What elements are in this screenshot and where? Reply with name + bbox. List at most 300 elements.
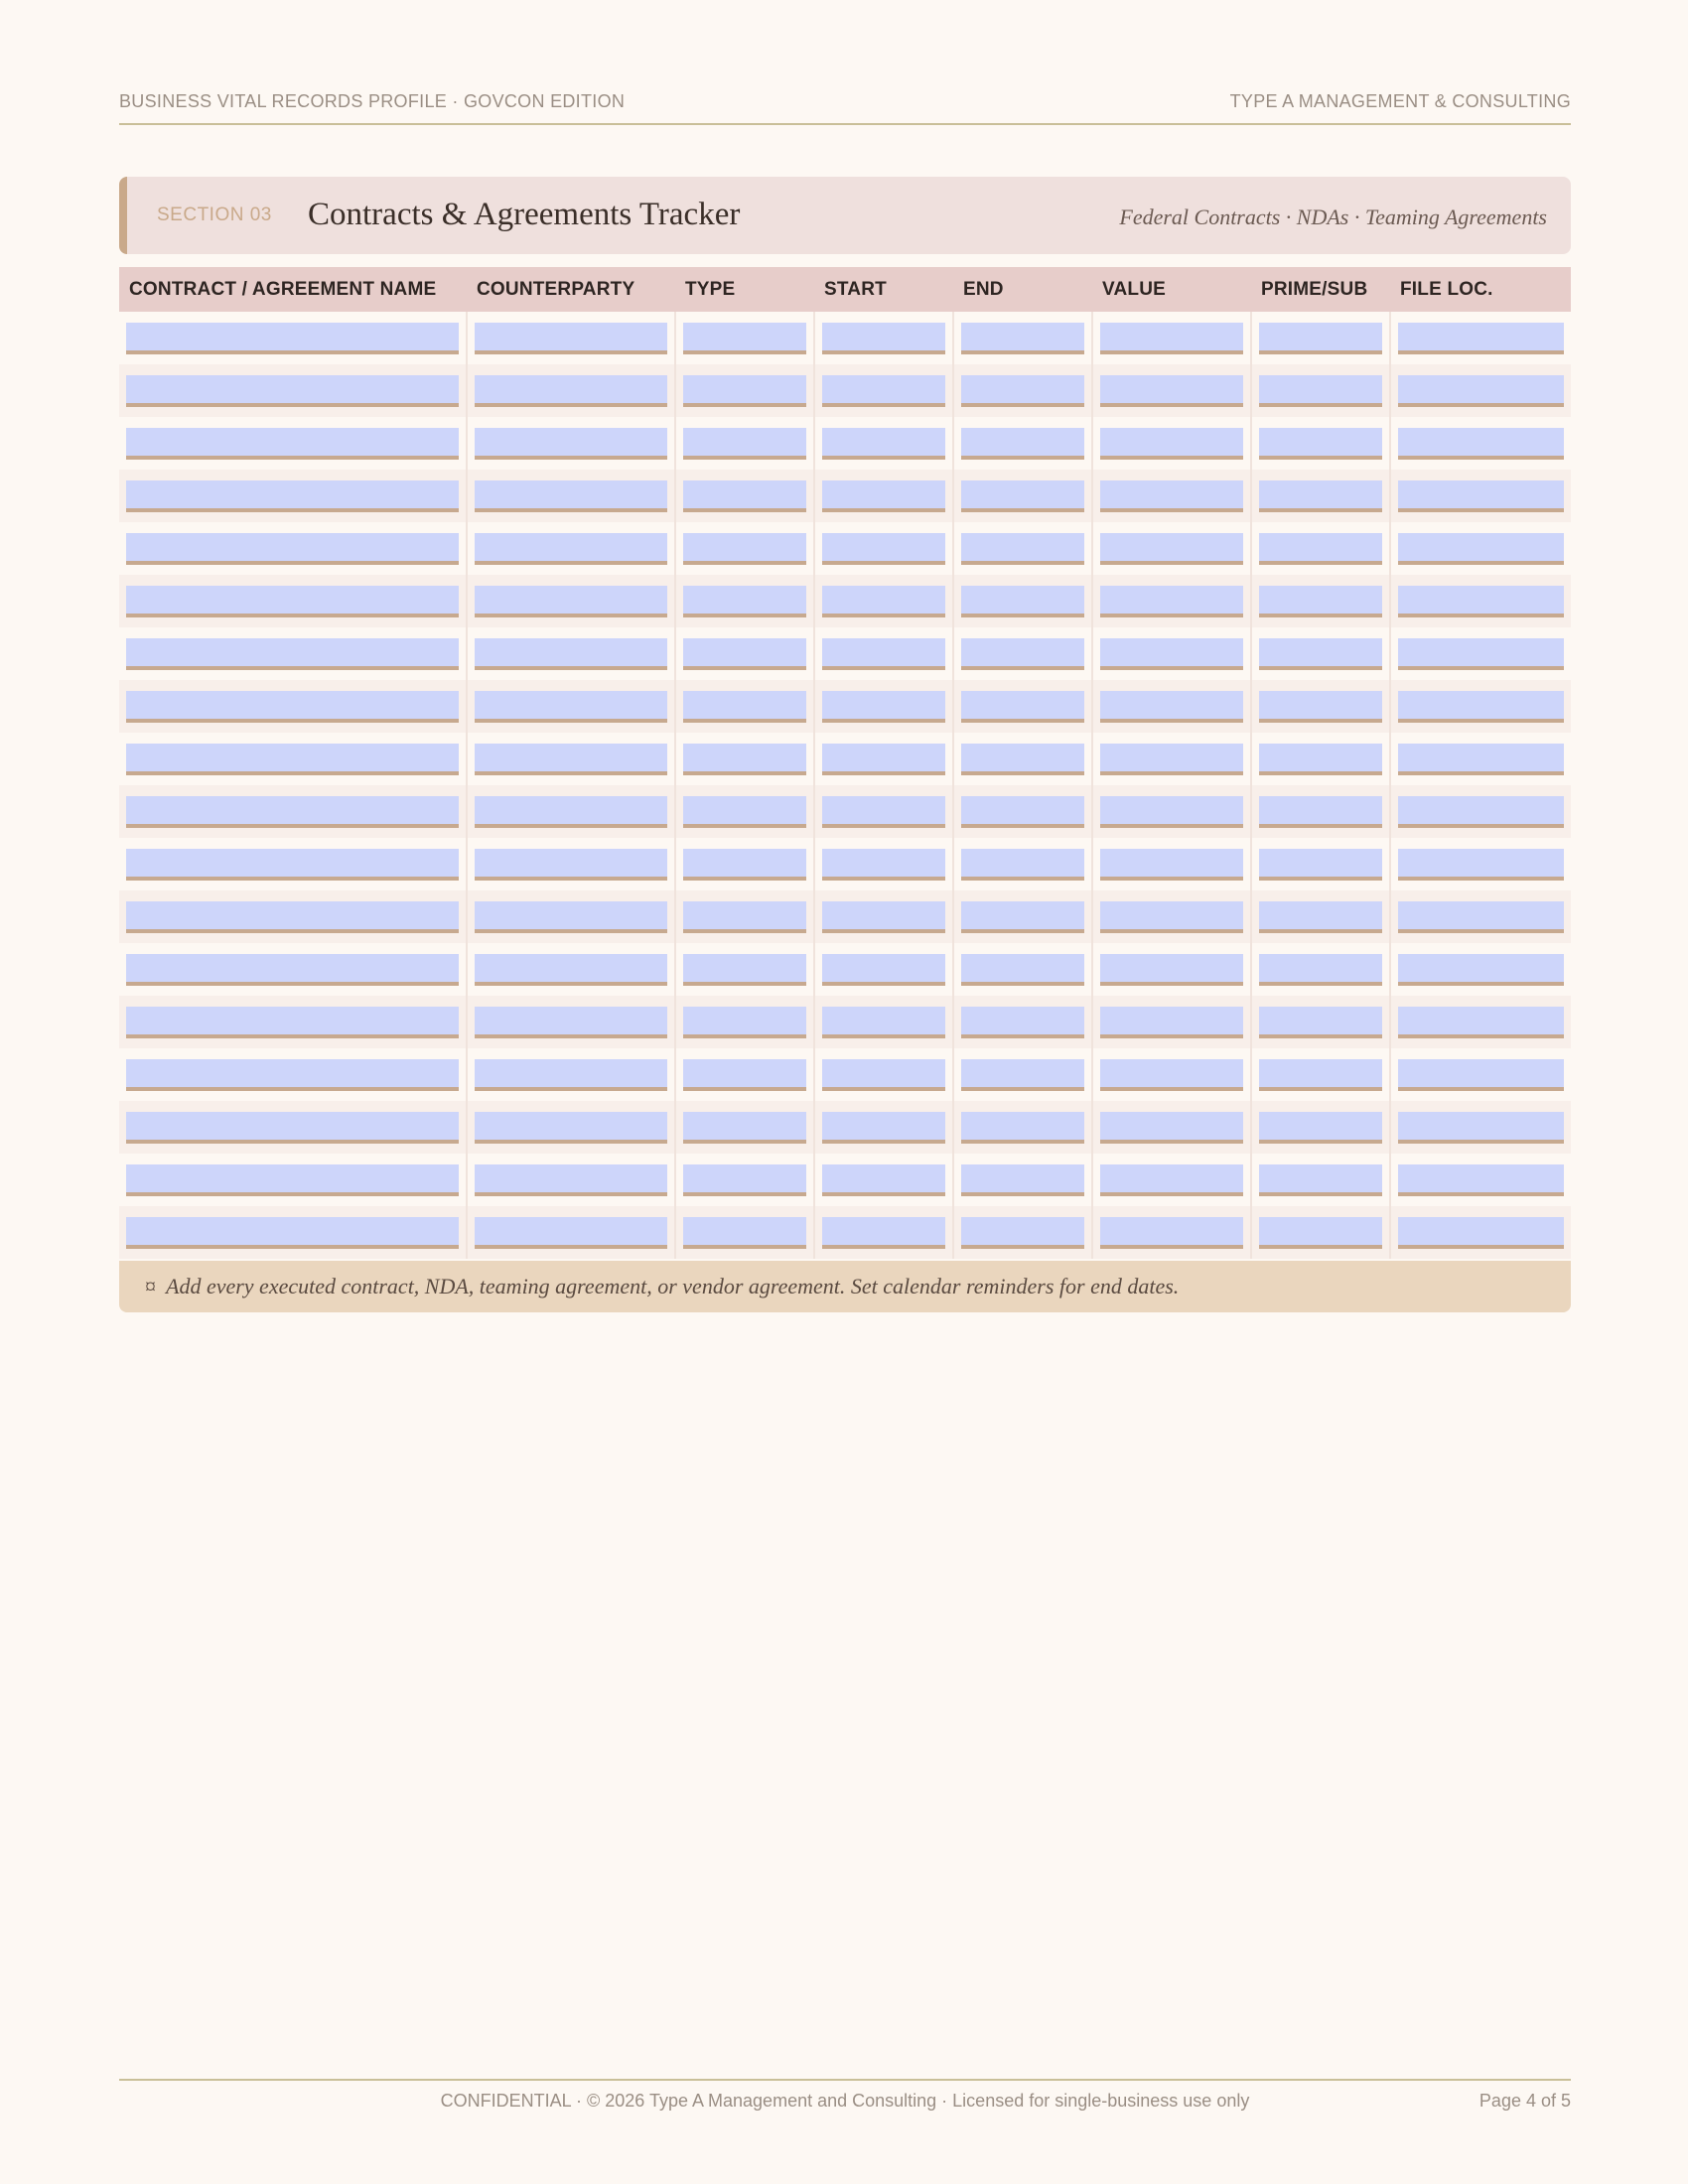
- table-cell: [1092, 1048, 1251, 1101]
- prime-sub-field[interactable]: [1259, 1217, 1382, 1249]
- table-cell: [467, 1154, 675, 1206]
- start-date-field[interactable]: [822, 586, 945, 617]
- table-cell: [675, 1154, 814, 1206]
- end-date-field[interactable]: [961, 1007, 1084, 1038]
- table-cell: [1092, 1206, 1251, 1259]
- name-field[interactable]: [126, 744, 459, 775]
- table-cell: [675, 890, 814, 943]
- type-field[interactable]: [683, 1164, 806, 1196]
- file-location-field[interactable]: [1398, 901, 1564, 933]
- prime-sub-field[interactable]: [1259, 428, 1382, 460]
- table-cell: [1251, 680, 1390, 733]
- counterparty-field[interactable]: [475, 1007, 667, 1038]
- value-field[interactable]: [1100, 533, 1243, 565]
- column-header-value: VALUE: [1092, 267, 1251, 312]
- section-subtitle: Federal Contracts · NDAs · Teaming Agreements: [1119, 205, 1547, 229]
- table-row: [119, 575, 1571, 627]
- table-row: [119, 1206, 1571, 1259]
- table-cell: [1092, 312, 1251, 364]
- table-cell: [467, 838, 675, 890]
- table-cell: [814, 575, 953, 627]
- table-cell: [1092, 575, 1251, 627]
- value-field[interactable]: [1100, 691, 1243, 723]
- table-cell: [814, 312, 953, 364]
- table-cell: [1251, 1101, 1390, 1154]
- table-cell: [467, 470, 675, 522]
- table-cell: [1092, 838, 1251, 890]
- name-field[interactable]: [126, 586, 459, 617]
- table-cell: [1390, 1206, 1571, 1259]
- end-date-field[interactable]: [961, 849, 1084, 881]
- table-cell: [1251, 943, 1390, 996]
- table-cell: [1251, 575, 1390, 627]
- table-cell: [814, 1048, 953, 1101]
- table-cell: [953, 627, 1092, 680]
- prime-sub-field[interactable]: [1259, 796, 1382, 828]
- table-cell: [467, 785, 675, 838]
- table-cell: [1390, 1101, 1571, 1154]
- table-row: [119, 890, 1571, 943]
- table-cell: [814, 1206, 953, 1259]
- table-cell: [119, 838, 467, 890]
- prime-sub-field[interactable]: [1259, 1007, 1382, 1038]
- prime-sub-field[interactable]: [1259, 744, 1382, 775]
- table-cell: [467, 417, 675, 470]
- counterparty-field[interactable]: [475, 954, 667, 986]
- type-field[interactable]: [683, 428, 806, 460]
- page-number: Page 4 of 5: [1478, 2091, 1571, 2111]
- table-cell: [467, 575, 675, 627]
- page-footer: [119, 2079, 1571, 2120]
- type-field[interactable]: [683, 954, 806, 986]
- table-cell: [1390, 890, 1571, 943]
- value-field[interactable]: [1100, 638, 1243, 670]
- table-cell: [1251, 470, 1390, 522]
- start-date-field[interactable]: [822, 1007, 945, 1038]
- footer-copyright: CONFIDENTIAL · © 2026 Type A Management and Consulting · Licensed for single-business use only: [440, 2091, 1250, 2111]
- type-field[interactable]: [683, 691, 806, 723]
- start-date-field[interactable]: [822, 796, 945, 828]
- table-row: [119, 417, 1571, 470]
- prime-sub-field[interactable]: [1259, 901, 1382, 933]
- contracts-table: [119, 267, 1571, 1259]
- value-field[interactable]: [1100, 586, 1243, 617]
- counterparty-field[interactable]: [475, 1112, 667, 1144]
- table-cell: [1251, 1154, 1390, 1206]
- prime-sub-field[interactable]: [1259, 586, 1382, 617]
- prime-sub-field[interactable]: [1259, 691, 1382, 723]
- name-field[interactable]: [126, 796, 459, 828]
- table-cell: [467, 1048, 675, 1101]
- end-date-field[interactable]: [961, 1164, 1084, 1196]
- type-field[interactable]: [683, 1059, 806, 1091]
- file-location-field[interactable]: [1398, 1217, 1564, 1249]
- start-date-field[interactable]: [822, 1164, 945, 1196]
- page-header: [119, 87, 1571, 125]
- table-cell: [953, 1101, 1092, 1154]
- table-cell: [1251, 733, 1390, 785]
- type-field[interactable]: [683, 638, 806, 670]
- value-field[interactable]: [1100, 849, 1243, 881]
- table-row: [119, 785, 1571, 838]
- table-cell: [1092, 733, 1251, 785]
- start-date-field[interactable]: [822, 323, 945, 354]
- table-cell: [1251, 417, 1390, 470]
- counterparty-field[interactable]: [475, 1164, 667, 1196]
- end-date-field[interactable]: [961, 901, 1084, 933]
- table-cell: [814, 522, 953, 575]
- table-cell: [1251, 1048, 1390, 1101]
- note-text: Add every executed contract, NDA, teaming agreement, or vendor agreement. Set calendar reminders for end dates.: [166, 1274, 1180, 1298]
- end-date-field[interactable]: [961, 1059, 1084, 1091]
- file-location-field[interactable]: [1398, 744, 1564, 775]
- value-field[interactable]: [1100, 744, 1243, 775]
- name-field[interactable]: [126, 954, 459, 986]
- table-cell: [1251, 996, 1390, 1048]
- type-field[interactable]: [683, 586, 806, 617]
- table-cell: [814, 627, 953, 680]
- file-location-field[interactable]: [1398, 428, 1564, 460]
- table-cell: [953, 522, 1092, 575]
- table-cell: [814, 417, 953, 470]
- end-date-field[interactable]: [961, 533, 1084, 565]
- value-field[interactable]: [1100, 1164, 1243, 1196]
- column-header-prime-sub: PRIME/SUB: [1251, 267, 1390, 312]
- value-field[interactable]: [1100, 1217, 1243, 1249]
- start-date-field[interactable]: [822, 849, 945, 881]
- table-cell: [1251, 522, 1390, 575]
- file-location-field[interactable]: [1398, 1112, 1564, 1144]
- table-row: [119, 1154, 1571, 1206]
- table-cell: [119, 364, 467, 417]
- table-cell: [119, 733, 467, 785]
- type-field[interactable]: [683, 901, 806, 933]
- type-field[interactable]: [683, 1217, 806, 1249]
- end-date-field[interactable]: [961, 586, 1084, 617]
- table-cell: [675, 1048, 814, 1101]
- counterparty-field[interactable]: [475, 480, 667, 512]
- end-date-field[interactable]: [961, 1217, 1084, 1249]
- end-date-field[interactable]: [961, 796, 1084, 828]
- table-cell: [119, 627, 467, 680]
- prime-sub-field[interactable]: [1259, 849, 1382, 881]
- type-field[interactable]: [683, 744, 806, 775]
- file-location-field[interactable]: [1398, 533, 1564, 565]
- table-cell: [119, 417, 467, 470]
- type-field[interactable]: [683, 533, 806, 565]
- value-field[interactable]: [1100, 796, 1243, 828]
- name-field[interactable]: [126, 638, 459, 670]
- table-row: [119, 522, 1571, 575]
- table-cell: [953, 364, 1092, 417]
- table-cell: [814, 1154, 953, 1206]
- prime-sub-field[interactable]: [1259, 533, 1382, 565]
- header-company-name: TYPE A MANAGEMENT & CONSULTING: [1229, 91, 1571, 111]
- table-cell: [119, 943, 467, 996]
- table-cell: [814, 470, 953, 522]
- type-field[interactable]: [683, 375, 806, 407]
- table-cell: [1390, 733, 1571, 785]
- section-title: Contracts & Agreements Tracker: [308, 197, 741, 232]
- table-row: [119, 733, 1571, 785]
- table-body: [119, 312, 1571, 1259]
- prime-sub-field[interactable]: [1259, 480, 1382, 512]
- file-location-field[interactable]: [1398, 480, 1564, 512]
- value-field[interactable]: [1100, 1059, 1243, 1091]
- table-cell: [1092, 996, 1251, 1048]
- name-field[interactable]: [126, 1007, 459, 1038]
- header-document-title: BUSINESS VITAL RECORDS PROFILE · GOVCON EDITION: [119, 91, 626, 111]
- table-cell: [467, 1101, 675, 1154]
- start-date-field[interactable]: [822, 744, 945, 775]
- column-header-counterparty: COUNTERPARTY: [467, 267, 675, 312]
- table-cell: [1390, 1048, 1571, 1101]
- prime-sub-field[interactable]: [1259, 638, 1382, 670]
- name-field[interactable]: [126, 375, 459, 407]
- table-cell: [1390, 364, 1571, 417]
- table-cell: [1390, 785, 1571, 838]
- table-cell: [119, 575, 467, 627]
- table-cell: [953, 1154, 1092, 1206]
- end-date-field[interactable]: [961, 375, 1084, 407]
- value-field[interactable]: [1100, 901, 1243, 933]
- table-cell: [467, 996, 675, 1048]
- table-cell: [1251, 1206, 1390, 1259]
- table-cell: [467, 680, 675, 733]
- name-field[interactable]: [126, 533, 459, 565]
- start-date-field[interactable]: [822, 901, 945, 933]
- start-date-field[interactable]: [822, 428, 945, 460]
- table-cell: [1251, 890, 1390, 943]
- table-cell: [814, 785, 953, 838]
- name-field[interactable]: [126, 428, 459, 460]
- end-date-field[interactable]: [961, 323, 1084, 354]
- table-cell: [1092, 522, 1251, 575]
- value-field[interactable]: [1100, 1112, 1243, 1144]
- prime-sub-field[interactable]: [1259, 1112, 1382, 1144]
- counterparty-field[interactable]: [475, 323, 667, 354]
- table-cell: [1390, 1154, 1571, 1206]
- prime-sub-field[interactable]: [1259, 375, 1382, 407]
- table-row: [119, 1048, 1571, 1101]
- table-cell: [675, 575, 814, 627]
- name-field[interactable]: [126, 849, 459, 881]
- start-date-field[interactable]: [822, 638, 945, 670]
- type-field[interactable]: [683, 796, 806, 828]
- name-field[interactable]: [126, 1112, 459, 1144]
- table-cell: [953, 1048, 1092, 1101]
- table-cell: [675, 733, 814, 785]
- type-field[interactable]: [683, 1112, 806, 1144]
- section-label: SECTION 03: [157, 205, 272, 225]
- table-cell: [1390, 522, 1571, 575]
- column-header-start: START: [814, 267, 953, 312]
- table-cell: [953, 838, 1092, 890]
- table-cell: [119, 470, 467, 522]
- table-cell: [467, 522, 675, 575]
- counterparty-field[interactable]: [475, 638, 667, 670]
- start-date-field[interactable]: [822, 954, 945, 986]
- counterparty-field[interactable]: [475, 1059, 667, 1091]
- table-row: [119, 996, 1571, 1048]
- prime-sub-field[interactable]: [1259, 1059, 1382, 1091]
- table-cell: [119, 1048, 467, 1101]
- table-cell: [953, 1206, 1092, 1259]
- name-field[interactable]: [126, 323, 459, 354]
- column-header-file-location: FILE LOC.: [1390, 267, 1571, 312]
- table-row: [119, 312, 1571, 364]
- table-cell: [1092, 364, 1251, 417]
- name-field[interactable]: [126, 901, 459, 933]
- end-date-field[interactable]: [961, 428, 1084, 460]
- column-header-name: CONTRACT / AGREEMENT NAME: [119, 267, 467, 312]
- table-cell: [1390, 627, 1571, 680]
- start-date-field[interactable]: [822, 1217, 945, 1249]
- table-cell: [675, 943, 814, 996]
- start-date-field[interactable]: [822, 375, 945, 407]
- table-cell: [675, 838, 814, 890]
- table-cell: [467, 627, 675, 680]
- table-cell: [953, 890, 1092, 943]
- table-cell: [675, 1101, 814, 1154]
- instruction-note: [119, 1261, 1571, 1312]
- table-cell: [675, 785, 814, 838]
- name-field[interactable]: [126, 1217, 459, 1249]
- table-cell: [467, 364, 675, 417]
- table-cell: [675, 1206, 814, 1259]
- file-location-field[interactable]: [1398, 1007, 1564, 1038]
- counterparty-field[interactable]: [475, 1217, 667, 1249]
- table-cell: [1390, 680, 1571, 733]
- table-cell: [1092, 890, 1251, 943]
- start-date-field[interactable]: [822, 691, 945, 723]
- table-cell: [1251, 364, 1390, 417]
- name-field[interactable]: [126, 691, 459, 723]
- file-location-field[interactable]: [1398, 691, 1564, 723]
- table-cell: [953, 417, 1092, 470]
- start-date-field[interactable]: [822, 1112, 945, 1144]
- counterparty-field[interactable]: [475, 796, 667, 828]
- counterparty-field[interactable]: [475, 744, 667, 775]
- counterparty-field[interactable]: [475, 691, 667, 723]
- file-location-field[interactable]: [1398, 796, 1564, 828]
- start-date-field[interactable]: [822, 480, 945, 512]
- prime-sub-field[interactable]: [1259, 954, 1382, 986]
- type-field[interactable]: [683, 480, 806, 512]
- table-cell: [953, 943, 1092, 996]
- counterparty-field[interactable]: [475, 375, 667, 407]
- end-date-field[interactable]: [961, 691, 1084, 723]
- name-field[interactable]: [126, 480, 459, 512]
- end-date-field[interactable]: [961, 480, 1084, 512]
- table-cell: [1390, 838, 1571, 890]
- table-cell: [814, 943, 953, 996]
- value-field[interactable]: [1100, 480, 1243, 512]
- table-cell: [119, 785, 467, 838]
- table-cell: [1251, 785, 1390, 838]
- table-cell: [1390, 943, 1571, 996]
- table-header-row: [119, 267, 1571, 312]
- file-location-field[interactable]: [1398, 638, 1564, 670]
- type-field[interactable]: [683, 849, 806, 881]
- start-date-field[interactable]: [822, 1059, 945, 1091]
- table-cell: [1390, 417, 1571, 470]
- table-cell: [119, 312, 467, 364]
- table-cell: [953, 470, 1092, 522]
- column-header-type: TYPE: [675, 267, 814, 312]
- table-cell: [467, 312, 675, 364]
- table-cell: [1251, 627, 1390, 680]
- type-field[interactable]: [683, 323, 806, 354]
- file-location-field[interactable]: [1398, 849, 1564, 881]
- table-cell: [953, 785, 1092, 838]
- end-date-field[interactable]: [961, 1112, 1084, 1144]
- counterparty-field[interactable]: [475, 428, 667, 460]
- counterparty-field[interactable]: [475, 849, 667, 881]
- table-row: [119, 680, 1571, 733]
- value-field[interactable]: [1100, 954, 1243, 986]
- file-location-field[interactable]: [1398, 954, 1564, 986]
- name-field[interactable]: [126, 1164, 459, 1196]
- table-cell: [467, 1206, 675, 1259]
- table-cell: [1092, 785, 1251, 838]
- table-cell: [675, 522, 814, 575]
- type-field[interactable]: [683, 1007, 806, 1038]
- value-field[interactable]: [1100, 1007, 1243, 1038]
- table-cell: [675, 470, 814, 522]
- counterparty-field[interactable]: [475, 533, 667, 565]
- table-cell: [1390, 996, 1571, 1048]
- end-date-field[interactable]: [961, 954, 1084, 986]
- table-cell: [1390, 470, 1571, 522]
- prime-sub-field[interactable]: [1259, 323, 1382, 354]
- counterparty-field[interactable]: [475, 901, 667, 933]
- file-location-field[interactable]: [1398, 586, 1564, 617]
- table-cell: [814, 733, 953, 785]
- table-cell: [1390, 575, 1571, 627]
- table-cell: [119, 1154, 467, 1206]
- table-cell: [814, 838, 953, 890]
- table-row: [119, 470, 1571, 522]
- value-field[interactable]: [1100, 428, 1243, 460]
- table-cell: [119, 890, 467, 943]
- table-cell: [953, 996, 1092, 1048]
- end-date-field[interactable]: [961, 744, 1084, 775]
- value-field[interactable]: [1100, 323, 1243, 354]
- table-cell: [1251, 838, 1390, 890]
- file-location-field[interactable]: [1398, 1164, 1564, 1196]
- table-cell: [467, 943, 675, 996]
- end-date-field[interactable]: [961, 638, 1084, 670]
- table-cell: [119, 1206, 467, 1259]
- table-cell: [953, 733, 1092, 785]
- file-location-field[interactable]: [1398, 323, 1564, 354]
- name-field[interactable]: [126, 1059, 459, 1091]
- file-location-field[interactable]: [1398, 375, 1564, 407]
- start-date-field[interactable]: [822, 533, 945, 565]
- value-field[interactable]: [1100, 375, 1243, 407]
- file-location-field[interactable]: [1398, 1059, 1564, 1091]
- prime-sub-field[interactable]: [1259, 1164, 1382, 1196]
- table-row: [119, 943, 1571, 996]
- table-cell: [119, 522, 467, 575]
- table-cell: [675, 417, 814, 470]
- note-bullet-icon: ¤: [145, 1274, 156, 1298]
- table-cell: [953, 575, 1092, 627]
- table-row: [119, 627, 1571, 680]
- counterparty-field[interactable]: [475, 586, 667, 617]
- column-header-end: END: [953, 267, 1092, 312]
